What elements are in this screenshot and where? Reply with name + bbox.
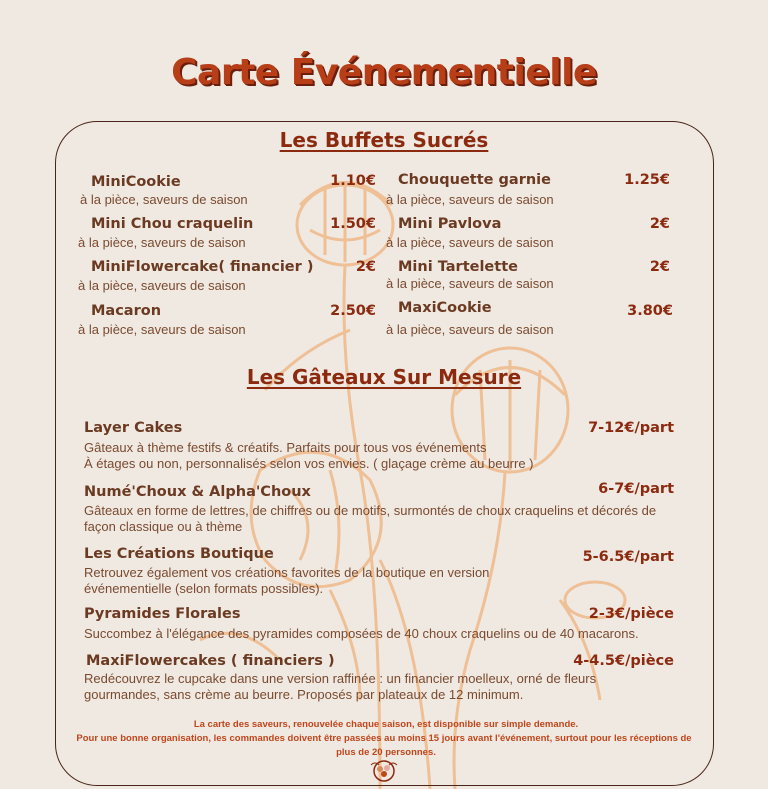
buffet-item-sub: à la pièce, saveurs de saison [386, 322, 554, 337]
buffet-item-price: 3.80€ [627, 303, 673, 319]
cake-item-description [84, 671, 694, 703]
description-line: Succombez à l'élégance des pyramides composées de 40 choux craquelins ou de 40 macarons. [84, 626, 639, 641]
buffet-item-sub: à la pièce, saveurs de saison [386, 235, 554, 250]
cake-item-price: 6-7€/part [598, 481, 674, 497]
footer-line: La carte des saveurs, renouvelée chaque saison, est disponible sur simple demande. [193, 719, 579, 730]
bakery-logo-icon [367, 757, 401, 783]
buffet-item-sub: à la pièce, saveurs de saison [78, 278, 246, 293]
buffet-item-name: Mini Pavlova [398, 216, 502, 232]
buffet-item-price: 2.50€ [330, 303, 376, 319]
buffet-item-price: 1.25€ [624, 172, 670, 188]
description-line: Redécouvrez le cupcake dans une version raffinée : un financier moelleux, orné de fleurs [84, 671, 597, 686]
cake-item-description [84, 503, 694, 535]
buffet-item-name: Chouquette garnie [398, 172, 551, 188]
cake-item-description [84, 626, 694, 642]
description-line: Gâteaux en forme de lettres, de chiffres ou de motifs, surmontés de choux craquelins et décorés de [84, 503, 657, 518]
buffet-item-price: 2€ [649, 259, 670, 275]
buffet-item-name: MiniFlowercake( financier ) [91, 259, 314, 275]
buffet-item-name: MiniCookie [91, 174, 181, 190]
buffet-item-sub: à la pièce, saveurs de saison [78, 235, 246, 250]
buffet-item-sub: à la pièce, saveurs de saison [80, 192, 248, 207]
buffet-item-sub: à la pièce, saveurs de saison [386, 276, 554, 291]
buffet-item-sub: à la pièce, saveurs de saison [386, 192, 554, 207]
cake-item-name: Les Créations Boutique [84, 546, 274, 562]
cake-item-name: Numé'Choux & Alpha'Choux [84, 484, 311, 500]
footer-notes [56, 718, 716, 760]
cake-item-description [84, 440, 694, 472]
cake-item-price: 2-3€/pièce [588, 606, 674, 622]
description-line: gourmandes, sans crème au beurre. Proposés par plateaux de 12 minimum. [84, 687, 524, 702]
description-line: Gâteaux à thème festifs & créatifs. Parfaits pour tous vos événements [84, 440, 487, 455]
section-title-buffets: Les Buffets Sucrés [279, 128, 489, 152]
cake-item-name: Pyramides Florales [84, 606, 241, 622]
cake-item-price: 4-4.5€/pièce [573, 653, 674, 669]
buffet-item-name: MaxiCookie [398, 300, 492, 316]
description-line: façon classique ou à thème [84, 519, 243, 534]
description-line: Retrouvez également vos créations favorites de la boutique en version [84, 565, 490, 580]
page-title: Carte Événementielle [171, 52, 597, 93]
cake-item-price: 5-6.5€/part [582, 549, 674, 565]
cake-item-name: MaxiFlowercakes ( financiers ) [86, 653, 335, 669]
description-line: événementielle (selon formats possibles). [84, 581, 324, 596]
buffet-item-name: Mini Tartelette [398, 259, 518, 275]
footer-line: Pour une bonne organisation, les commandes doivent être passées au moins 15 jours avant l'événement, surtout pour les réceptions de [76, 733, 692, 744]
cake-item-description [84, 565, 694, 597]
buffet-item-name: Mini Chou craquelin [91, 216, 254, 232]
buffet-item-name: Macaron [91, 303, 162, 319]
section-title-gateaux: Les Gâteaux Sur Mesure [246, 365, 522, 389]
buffet-item-sub: à la pièce, saveurs de saison [78, 322, 246, 337]
description-line: À étages ou non, personnalisés selon vos envies. ( glaçage crème au beurre ) [84, 456, 534, 471]
buffet-item-price: 2€ [355, 259, 376, 275]
buffet-item-price: 1.10€ [330, 173, 376, 189]
buffet-item-price: 2€ [649, 216, 670, 232]
buffet-item-price: 1.50€ [330, 216, 376, 232]
cake-item-name: Layer Cakes [84, 420, 183, 436]
footer-line: plus de 20 personnes. [336, 747, 436, 758]
cake-item-price: 7-12€/part [588, 420, 674, 436]
